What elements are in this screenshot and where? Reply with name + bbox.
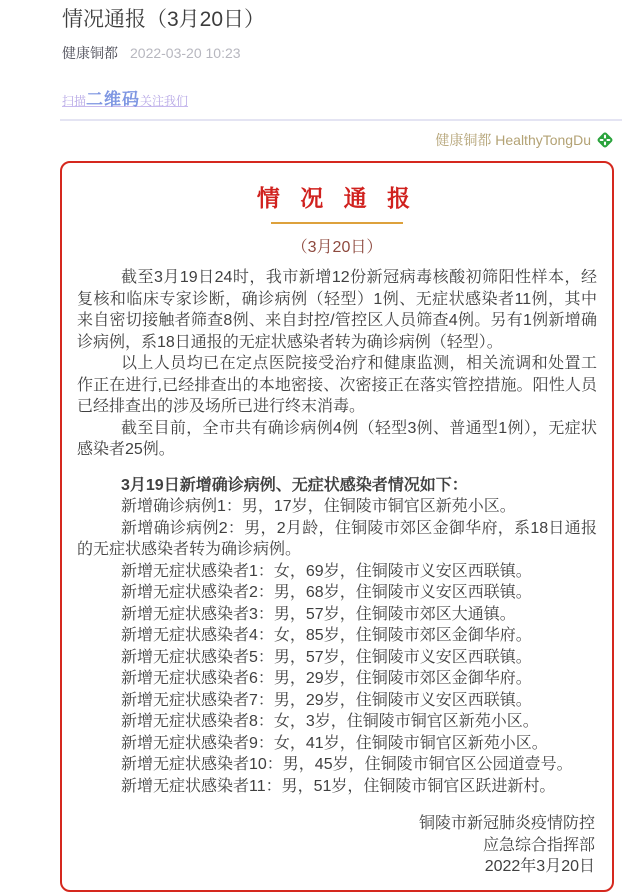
title-underline <box>271 222 403 224</box>
case-line: 新增无症状感染者4：女，85岁，住铜陵市郊区金御华府。 <box>121 627 532 644</box>
notice-paragraph: 以上人员均已在定点医院接受治疗和健康监测，相关流调和处置工作正在进行,已经排查出的本地密接、次密接正在落实管控措施。阳性人员已经排查出的涉及场所已进行终末消毒。 <box>77 355 597 415</box>
signature-line: 2022年3月20日 <box>484 858 595 875</box>
page-title: 情况通报（3月20日） <box>62 8 266 31</box>
signature-line: 应急综合指挥部 <box>482 836 595 854</box>
case-line: 新增确诊病例2：男，2月龄，住铜陵市郊区金御华府，系18日通报的无症状感染者转为确诊病例。 <box>77 519 597 558</box>
case-line: 新增无症状感染者7：男，29岁，住铜陵市义安区西联镇。 <box>121 691 532 709</box>
case-line: 新增无症状感染者6：男，29岁，住铜陵市郊区金御华府。 <box>121 670 532 687</box>
notice-subtitle: （3月20日） <box>291 239 383 256</box>
case-line: 新增无症状感染者10：男，45岁，住铜陵市铜官区公园道壹号。 <box>121 756 573 773</box>
case-line: 新增无症状感染者5：男，57岁，住铜陵市义安区西联镇。 <box>121 648 532 666</box>
notice-paragraph: 截至目前，全市共有确诊病例4例（轻型3例、普通型1例），无症状感染者25例。 <box>77 419 597 458</box>
case-line: 新增无症状感染者9：女，41岁，住铜陵市铜官区新苑小区。 <box>121 734 548 752</box>
follow-qr-link[interactable] <box>62 92 188 109</box>
case-line: 新增无症状感染者3：男，57岁，住铜陵市郊区大通镇。 <box>121 605 516 623</box>
follow-link-suffix: 关注我们 <box>140 94 189 108</box>
case-list <box>77 496 597 797</box>
signature-line: 铜陵市新冠肺炎疫情防控 <box>418 815 595 832</box>
notice-paragraphs <box>77 267 597 461</box>
green-diamond-cross-icon <box>595 130 615 155</box>
header-divider <box>60 119 622 121</box>
notice-card <box>60 161 614 892</box>
article-meta <box>62 44 622 62</box>
case-line: 新增无症状感染者2：男，68岁，住铜陵市义安区西联镇。 <box>121 584 532 601</box>
case-list-heading: 3月19日新增确诊病例、无症状感染者情况如下： <box>121 476 468 494</box>
publish-time: 2022-03-20 10:23 <box>130 45 241 61</box>
notice-body <box>77 267 597 878</box>
case-line: 新增无症状感染者8：女，3岁，住铜陵市铜官区新苑小区。 <box>121 713 539 730</box>
account-banner[interactable] <box>60 130 615 155</box>
case-line: 新增确诊病例1：男，17岁，住铜陵市铜官区新苑小区。 <box>121 498 516 515</box>
follow-link-prefix: 扫描 <box>62 94 87 108</box>
notice-paragraph: 截至3月19日24时，我市新增12份新冠病毒核酸初筛阳性样本，经复核和临床专家诊断，确诊病例（轻型）1例、无症状感染者11例，其中来自密切接触者筛查8例、来自封控/管控区人员筛查4例。另有1例新增确诊病例，系18日通报的无症状感染者转为确诊病例（轻型）。 <box>77 269 597 351</box>
case-line: 新增无症状感染者1：女，69岁，住铜陵市义安区西联镇。 <box>121 562 532 580</box>
account-name: 健康铜都 HealthyTongDu <box>435 132 591 148</box>
follow-banner <box>62 90 622 111</box>
signature-block <box>77 813 597 878</box>
source-account-link[interactable]: 健康铜都 <box>62 45 118 61</box>
notice-title: 情 况 通 报 <box>256 185 418 211</box>
case-line: 新增无症状感染者11：男，51岁，住铜陵市铜官区跃进新村。 <box>121 777 556 795</box>
qr-code-link-text[interactable]: 二维码 <box>86 90 141 109</box>
